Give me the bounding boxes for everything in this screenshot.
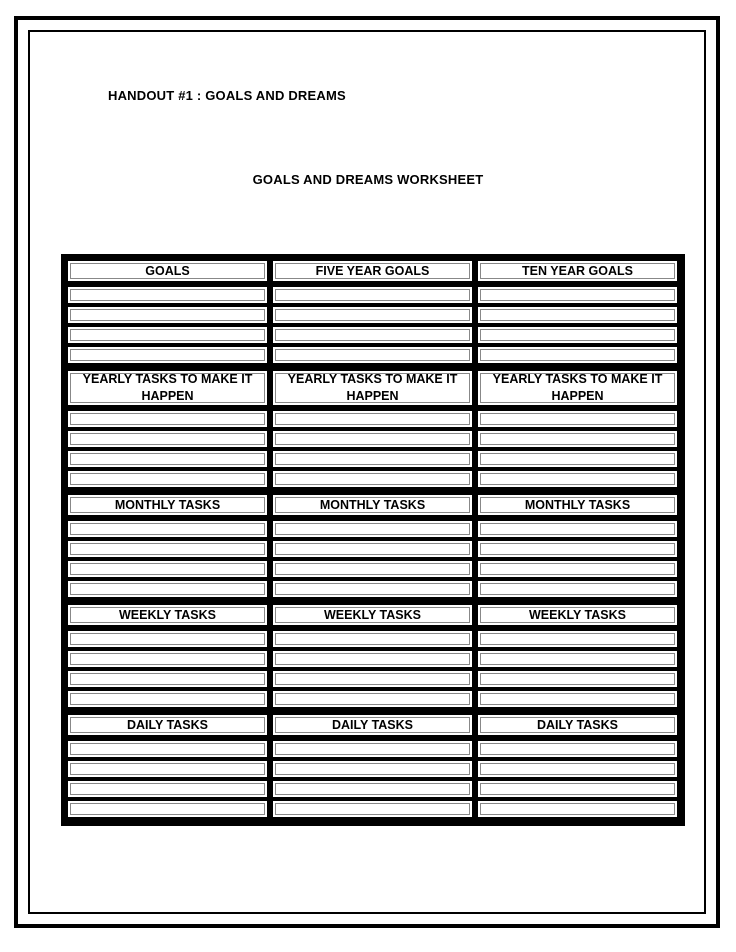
writing-line[interactable] [271,779,474,799]
writing-line[interactable] [66,689,269,709]
writing-line[interactable] [66,325,269,345]
section-header: DAILY TASKS [271,713,474,737]
writing-line[interactable] [66,345,269,365]
writing-line[interactable] [476,779,679,799]
section-header: TEN YEAR GOALS [476,259,679,283]
writing-line[interactable] [66,429,269,449]
section-header: MONTHLY TASKS [271,493,474,517]
section-header: YEARLY TASKS TO MAKE IT HAPPEN [476,369,679,407]
section-header: MONTHLY TASKS [476,493,679,517]
writing-line[interactable] [271,409,474,429]
writing-line[interactable] [66,629,269,649]
section-header: DAILY TASKS [476,713,679,737]
writing-line[interactable] [66,739,269,759]
writing-line[interactable] [66,469,269,489]
worksheet-table [61,254,685,826]
writing-line[interactable] [271,325,474,345]
writing-line[interactable] [271,799,474,819]
writing-line[interactable] [476,409,679,429]
writing-line[interactable] [476,669,679,689]
writing-line[interactable] [476,519,679,539]
writing-line[interactable] [66,669,269,689]
writing-line[interactable] [66,649,269,669]
writing-line[interactable] [271,689,474,709]
section-header: YEARLY TASKS TO MAKE IT HAPPEN [271,369,474,407]
writing-line[interactable] [271,649,474,669]
writing-line[interactable] [476,285,679,305]
writing-line[interactable] [476,579,679,599]
writing-line[interactable] [66,759,269,779]
writing-line[interactable] [476,759,679,779]
writing-line[interactable] [476,559,679,579]
writing-line[interactable] [271,345,474,365]
writing-line[interactable] [66,559,269,579]
writing-line[interactable] [476,689,679,709]
section-header: DAILY TASKS [66,713,269,737]
writing-line[interactable] [66,409,269,429]
writing-line[interactable] [271,305,474,325]
section-header: WEEKLY TASKS [66,603,269,627]
writing-line[interactable] [271,285,474,305]
writing-line[interactable] [476,345,679,365]
writing-line[interactable] [476,739,679,759]
section-header: YEARLY TASKS TO MAKE IT HAPPEN [66,369,269,407]
writing-line[interactable] [66,799,269,819]
writing-line[interactable] [476,649,679,669]
writing-line[interactable] [66,285,269,305]
writing-line[interactable] [271,629,474,649]
writing-line[interactable] [66,305,269,325]
writing-line[interactable] [476,449,679,469]
writing-line[interactable] [66,539,269,559]
handout-title: HANDOUT #1 : GOALS AND DREAMS [108,88,346,103]
writing-line[interactable] [271,539,474,559]
writing-line[interactable] [271,559,474,579]
section-header: GOALS [66,259,269,283]
section-header: FIVE YEAR GOALS [271,259,474,283]
writing-line[interactable] [476,629,679,649]
writing-line[interactable] [271,669,474,689]
writing-line[interactable] [476,429,679,449]
writing-line[interactable] [271,739,474,759]
writing-line[interactable] [66,579,269,599]
writing-line[interactable] [271,429,474,449]
writing-line[interactable] [271,519,474,539]
writing-line[interactable] [271,579,474,599]
writing-line[interactable] [476,799,679,819]
section-header: WEEKLY TASKS [476,603,679,627]
worksheet-title: GOALS AND DREAMS WORKSHEET [252,172,484,187]
writing-line[interactable] [271,449,474,469]
writing-line[interactable] [66,449,269,469]
section-header: WEEKLY TASKS [271,603,474,627]
writing-line[interactable] [66,519,269,539]
writing-line[interactable] [476,539,679,559]
writing-line[interactable] [476,325,679,345]
writing-line[interactable] [476,305,679,325]
section-header: MONTHLY TASKS [66,493,269,517]
writing-line[interactable] [66,779,269,799]
writing-line[interactable] [271,469,474,489]
writing-line[interactable] [271,759,474,779]
writing-line[interactable] [476,469,679,489]
